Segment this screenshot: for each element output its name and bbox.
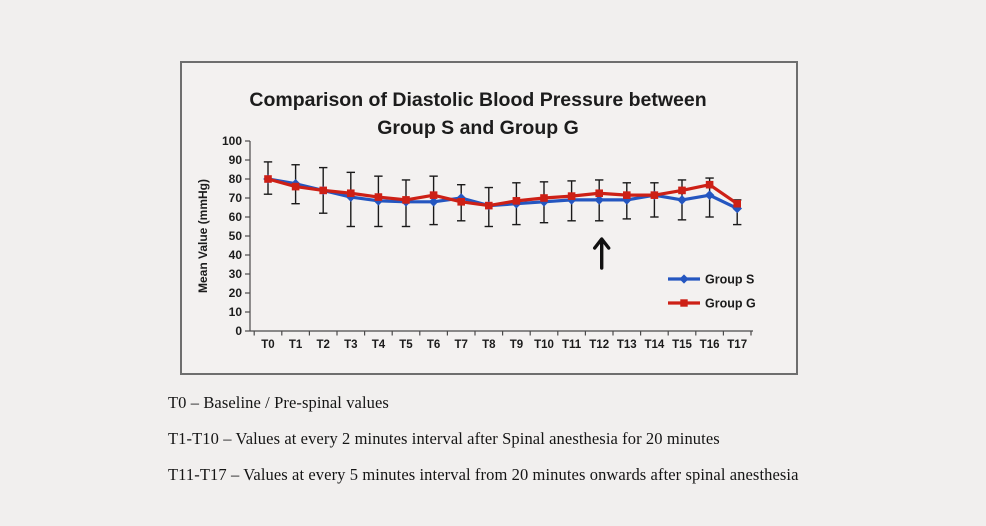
series-group-g-marker xyxy=(319,187,327,195)
series-group-s-marker xyxy=(677,195,687,205)
x-tick-label: T7 xyxy=(454,339,468,351)
y-tick-label: 100 xyxy=(221,134,242,149)
series-group-g-marker xyxy=(292,183,300,191)
x-tick-label: T11 xyxy=(562,339,582,351)
chart-title-line1: Comparison of Diastolic Blood Pressure between xyxy=(249,89,707,111)
caption-t0: T0 – Baseline / Pre-spinal values xyxy=(168,393,389,412)
x-tick-label: T14 xyxy=(644,339,665,351)
series-group-g-marker xyxy=(375,193,383,201)
legend-item-group-s xyxy=(668,273,754,287)
up-arrow-icon xyxy=(595,239,609,268)
series-group-g-marker xyxy=(568,192,576,200)
legend-label: Group S xyxy=(705,272,755,287)
series-group-g-marker xyxy=(678,187,686,195)
x-tick-label: T5 xyxy=(399,339,413,351)
x-tick-label: T10 xyxy=(534,339,554,351)
series-group-g-marker xyxy=(733,200,741,208)
series-group-g-marker xyxy=(430,191,438,199)
series-group-g-marker xyxy=(347,189,355,197)
series-group-g-marker xyxy=(513,197,521,205)
y-tick-label: 10 xyxy=(228,305,242,320)
y-tick-label: 80 xyxy=(228,172,242,187)
y-axis-title: Mean Value (mmHg) xyxy=(196,178,210,294)
series-group-g-marker xyxy=(540,194,548,202)
caption-t1-t10: T1-T10 – Values at every 2 minutes interval after Spinal anesthesia for 20 minutes xyxy=(168,429,720,448)
y-tick-label: 20 xyxy=(228,286,242,301)
series-group-g-marker xyxy=(651,191,659,199)
chart-title-line2: Group S and Group G xyxy=(377,117,579,139)
annotation-arrow xyxy=(595,239,609,268)
y-tick-label: 90 xyxy=(228,153,242,168)
x-tick-label: T8 xyxy=(482,339,496,351)
legend xyxy=(668,273,756,311)
x-tick-label: T1 xyxy=(288,339,303,351)
y-tick-label: 70 xyxy=(228,191,242,206)
x-tick-label: T16 xyxy=(699,339,720,351)
x-tick-label: T12 xyxy=(589,339,610,351)
series-group-g-marker xyxy=(595,189,603,197)
x-tick-label: T13 xyxy=(616,339,637,351)
x-tick-label: T9 xyxy=(509,339,524,351)
series-group-g-marker xyxy=(485,202,493,210)
x-tick-label: T6 xyxy=(426,339,441,351)
y-tick-label: 30 xyxy=(228,267,242,282)
y-tick-label: 0 xyxy=(235,324,242,339)
x-tick-label: T2 xyxy=(316,339,330,351)
legend-diamond-marker xyxy=(679,274,688,283)
x-tick-label: T0 xyxy=(261,339,275,351)
series-group-g-marker xyxy=(457,198,465,206)
y-axis xyxy=(196,134,250,338)
chart-title xyxy=(249,89,706,139)
legend-item-group-g xyxy=(668,297,756,311)
series-group-g-marker xyxy=(706,181,714,189)
legend-label: Group G xyxy=(705,296,756,311)
x-axis xyxy=(250,331,753,351)
series-group-g-marker xyxy=(264,175,272,183)
series-group-g-marker xyxy=(402,196,410,204)
y-tick-label: 50 xyxy=(228,229,242,244)
chart-panel xyxy=(180,61,798,375)
x-tick-label: T17 xyxy=(727,339,748,351)
series-group-g-marker xyxy=(623,191,631,199)
series-group-g-line xyxy=(268,179,737,206)
legend-square-marker xyxy=(680,299,687,306)
y-tick-label: 40 xyxy=(228,248,242,263)
x-tick-label: T4 xyxy=(371,339,386,351)
chart-svg xyxy=(182,63,796,373)
x-tick-label: T3 xyxy=(344,339,358,351)
x-tick-label: T15 xyxy=(672,339,692,351)
caption-t11-t17: T11-T17 – Values at every 5 minutes interval from 20 minutes onwards after spinal anesthesia xyxy=(168,465,799,484)
y-tick-label: 60 xyxy=(228,210,242,225)
